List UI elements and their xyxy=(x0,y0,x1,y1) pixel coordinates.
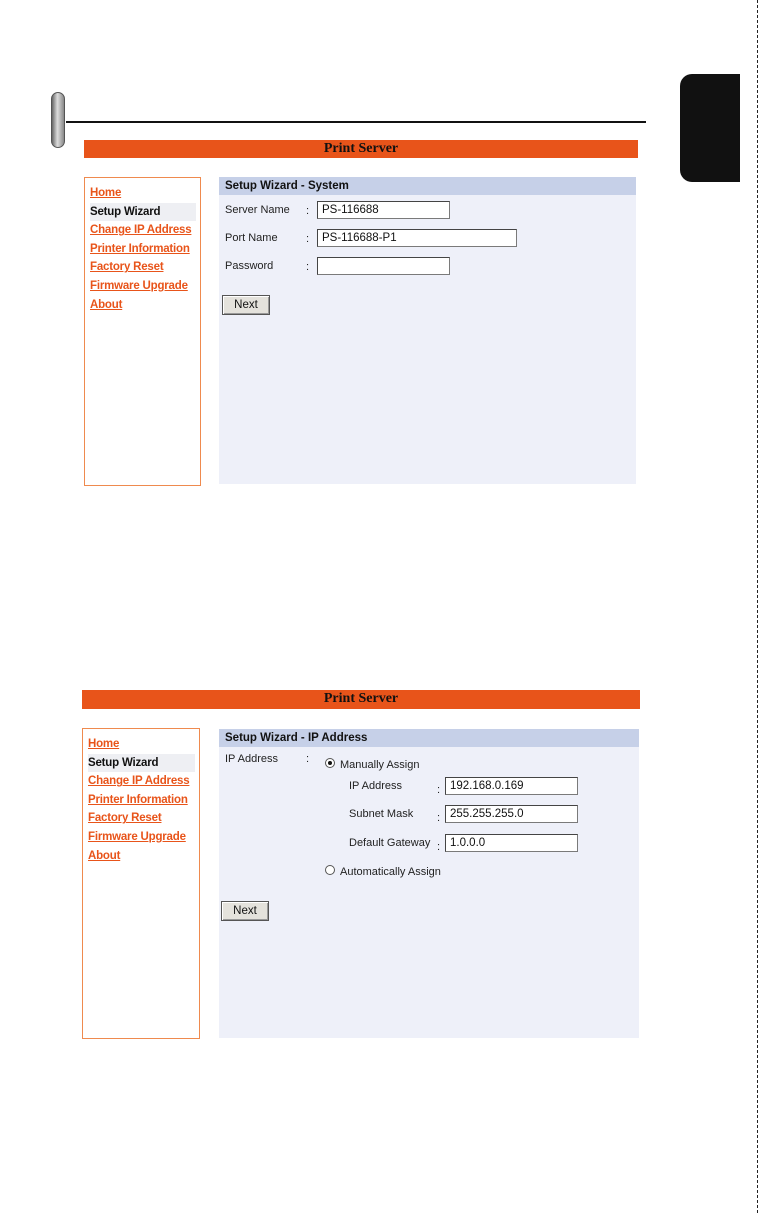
nav-printer-information[interactable]: Printer Information xyxy=(90,242,190,255)
server-name-input[interactable]: PS-116688 xyxy=(317,201,450,219)
port-name-input[interactable]: PS-116688-P1 xyxy=(317,229,517,247)
nav-factory-reset[interactable]: Factory Reset xyxy=(90,261,164,274)
nav-firmware-upgrade[interactable]: Firmware Upgrade xyxy=(88,830,186,843)
header-rule xyxy=(66,121,646,123)
password-input[interactable] xyxy=(317,257,450,275)
next-button[interactable]: Next xyxy=(221,901,269,921)
server-name-label: Server Name xyxy=(225,204,290,216)
manual-assign-label[interactable]: Manually Assign xyxy=(340,759,420,771)
nav-about[interactable]: About xyxy=(88,849,121,862)
ip-address-input[interactable]: 192.168.0.169 xyxy=(445,777,578,795)
nav-setup-wizard[interactable]: Setup Wizard xyxy=(88,754,195,773)
sidebar-nav xyxy=(82,728,200,1039)
next-button[interactable]: Next xyxy=(222,295,270,315)
colon: : xyxy=(306,261,310,273)
colon: : xyxy=(437,784,441,796)
ip-address-group-label: IP Address xyxy=(225,753,278,765)
language-tab xyxy=(680,74,740,182)
section-marker xyxy=(51,92,65,148)
subnet-mask-label: Subnet Mask xyxy=(349,808,414,820)
subnet-mask-input[interactable]: 255.255.255.0 xyxy=(445,805,578,823)
nav-printer-information[interactable]: Printer Information xyxy=(88,793,188,806)
colon: : xyxy=(437,841,441,853)
main-content xyxy=(219,729,639,1038)
manual-assign-radio[interactable] xyxy=(325,758,335,768)
nav-factory-reset[interactable]: Factory Reset xyxy=(88,812,162,825)
colon: : xyxy=(437,812,441,824)
auto-assign-label[interactable]: Automatically Assign xyxy=(340,866,441,878)
main-content xyxy=(219,177,636,484)
sidebar-nav xyxy=(84,177,201,486)
colon: : xyxy=(306,753,310,765)
section-title: Setup Wizard - IP Address xyxy=(219,729,639,747)
colon: : xyxy=(306,233,310,245)
nav-setup-wizard[interactable]: Setup Wizard xyxy=(90,203,196,222)
banner-title: Print Server xyxy=(84,140,638,158)
banner-title: Print Server xyxy=(82,690,640,709)
default-gateway-input[interactable]: 1.0.0.0 xyxy=(445,834,578,852)
nav-change-ip-address[interactable]: Change IP Address xyxy=(90,224,192,237)
default-gateway-label: Default Gateway xyxy=(349,837,431,849)
auto-assign-radio[interactable] xyxy=(325,865,335,875)
nav-about[interactable]: About xyxy=(90,298,123,311)
page-cut-line xyxy=(757,0,758,1213)
section-title: Setup Wizard - System xyxy=(219,177,636,195)
port-name-label: Port Name xyxy=(225,232,278,244)
nav-home[interactable]: Home xyxy=(90,187,122,199)
nav-change-ip-address[interactable]: Change IP Address xyxy=(88,775,190,788)
nav-home[interactable]: Home xyxy=(88,738,120,750)
nav-firmware-upgrade[interactable]: Firmware Upgrade xyxy=(90,279,188,292)
ip-label: IP Address xyxy=(349,780,402,792)
colon: : xyxy=(306,205,310,217)
password-label: Password xyxy=(225,260,274,272)
